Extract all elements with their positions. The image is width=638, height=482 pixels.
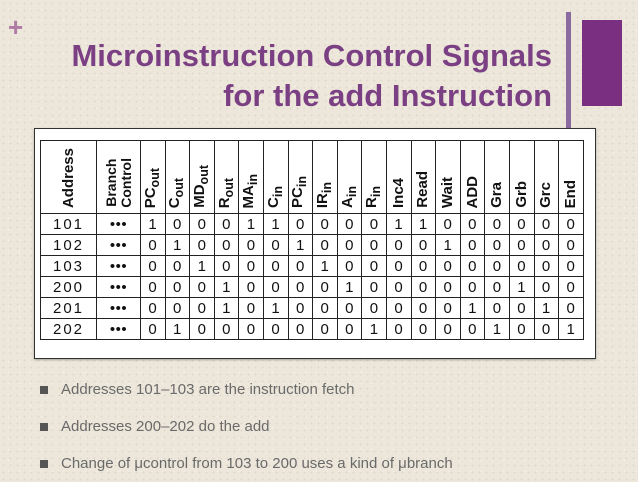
table-row (41, 214, 584, 235)
signal-cell: 0 (165, 277, 190, 298)
signal-cell: 0 (288, 214, 313, 235)
header-cell (411, 141, 436, 214)
signal-cell: 0 (313, 298, 338, 319)
signal-cell: 0 (337, 319, 362, 340)
signal-cell: 0 (263, 319, 288, 340)
header-label: Wait (438, 176, 456, 208)
signal-cell: 0 (534, 235, 559, 256)
signal-cell: 0 (214, 256, 239, 277)
bullet-text: Change of μcontrol from 103 to 200 uses a kind of μbranch (61, 455, 453, 472)
signal-cell: 0 (559, 298, 584, 319)
header-cell (313, 141, 338, 214)
header-label: $R_{out}$ (215, 177, 236, 208)
plus-decoration: + (8, 12, 24, 42)
signal-cell: 0 (559, 277, 584, 298)
header-cell (509, 141, 534, 214)
signal-cell: 0 (436, 298, 461, 319)
header-label: $MA_{in}$ (240, 173, 261, 208)
signal-cell: 0 (288, 298, 313, 319)
signal-cell: 0 (165, 256, 190, 277)
signal-cell: 0 (485, 277, 510, 298)
signal-cell: 1 (165, 319, 190, 340)
table-row (41, 256, 584, 277)
signal-cell: 0 (559, 256, 584, 277)
signal-cell: 0 (337, 298, 362, 319)
branch-control-cell: ••• (97, 256, 141, 277)
signal-cell: 0 (239, 298, 264, 319)
signal-cell: 1 (214, 277, 239, 298)
signal-cell: 0 (559, 235, 584, 256)
address-cell: 201 (41, 298, 97, 319)
signal-cell: 1 (485, 319, 510, 340)
signal-cell: 0 (165, 214, 190, 235)
signal-cell: 0 (534, 256, 559, 277)
signal-cell: 0 (362, 298, 387, 319)
branch-control-cell: ••• (97, 235, 141, 256)
header-label: Grb (512, 181, 530, 208)
header-cell (559, 141, 584, 214)
table-row (41, 298, 584, 319)
signal-cell: 0 (534, 214, 559, 235)
header-cell (386, 141, 411, 214)
header-cell (141, 141, 166, 214)
header-cell (41, 141, 97, 214)
signal-cell: 0 (313, 319, 338, 340)
address-cell: 200 (41, 277, 97, 298)
signal-cell: 0 (214, 235, 239, 256)
header-label: Inc4 (389, 177, 407, 208)
header-cell (263, 141, 288, 214)
signal-cell: 0 (313, 277, 338, 298)
signal-cell: 0 (559, 214, 584, 235)
signal-cell: 0 (362, 277, 387, 298)
signal-cell: 0 (362, 256, 387, 277)
signal-cell: 0 (411, 277, 436, 298)
signal-cell: 0 (436, 277, 461, 298)
signal-cell: 0 (509, 256, 534, 277)
header-cell (436, 141, 461, 214)
signal-cell: 0 (263, 277, 288, 298)
header-label: Gra (488, 182, 506, 208)
accent-bar-thin (566, 12, 571, 128)
signal-cell: 0 (436, 214, 461, 235)
header-label: $R_{in}$ (363, 186, 384, 208)
table-header-row (41, 141, 584, 214)
signal-cell: 0 (313, 235, 338, 256)
signal-cell: 0 (460, 214, 485, 235)
signal-cell: 0 (165, 298, 190, 319)
signal-cell: 0 (239, 319, 264, 340)
signal-cell: 0 (534, 277, 559, 298)
signal-cell: 0 (190, 298, 215, 319)
signal-cell: 1 (436, 235, 461, 256)
bullet-square-icon (40, 386, 48, 394)
slide-title (52, 36, 552, 116)
signal-cell: 1 (534, 298, 559, 319)
signal-cell: 0 (411, 235, 436, 256)
header-cell (534, 141, 559, 214)
signal-cell: 0 (386, 256, 411, 277)
signal-cell: 0 (239, 235, 264, 256)
signal-cell: 1 (460, 298, 485, 319)
signal-cell: 1 (263, 214, 288, 235)
signal-cell: 0 (337, 256, 362, 277)
address-cell: 102 (41, 235, 97, 256)
bullet-item (40, 408, 453, 445)
bullet-item (40, 371, 453, 408)
bullet-item (40, 445, 453, 482)
header-cell (165, 141, 190, 214)
signal-cell: 0 (509, 319, 534, 340)
signal-cell: 0 (460, 319, 485, 340)
header-label: Grc (537, 182, 555, 208)
signal-cell: 0 (411, 298, 436, 319)
bullet-list (40, 371, 453, 482)
header-label: $C_{out}$ (166, 177, 187, 208)
signal-cell: 0 (190, 214, 215, 235)
signal-cell: 0 (239, 256, 264, 277)
signal-cell: 0 (337, 214, 362, 235)
bullet-square-icon (40, 423, 48, 431)
signal-cell: 0 (460, 256, 485, 277)
signal-cell: 0 (141, 235, 166, 256)
signal-cell: 1 (288, 235, 313, 256)
signal-cell: 0 (263, 256, 288, 277)
signal-cell: 0 (190, 277, 215, 298)
signal-cell: 0 (485, 235, 510, 256)
header-cell (190, 141, 215, 214)
signal-cell: 0 (337, 235, 362, 256)
signal-cell: 1 (411, 214, 436, 235)
bullet-square-icon (40, 460, 48, 468)
header-label: Branch Control (102, 158, 134, 208)
bullet-text: Addresses 200–202 do the add (61, 418, 270, 435)
header-cell (288, 141, 313, 214)
signal-cell: 0 (485, 298, 510, 319)
signal-cell: 1 (263, 298, 288, 319)
branch-control-cell: ••• (97, 214, 141, 235)
signal-cell: 0 (362, 214, 387, 235)
header-label: ADD (463, 175, 481, 208)
table-row (41, 319, 584, 340)
signal-cell: 1 (337, 277, 362, 298)
address-cell: 202 (41, 319, 97, 340)
signal-cell: 0 (288, 319, 313, 340)
header-label: $PC_{in}$ (289, 176, 310, 208)
header-label: Address (59, 147, 77, 208)
header-label: $A_{in}$ (338, 186, 359, 208)
header-cell (97, 141, 141, 214)
signal-cell: 1 (386, 214, 411, 235)
signal-cell: 0 (214, 319, 239, 340)
signal-cell: 0 (411, 256, 436, 277)
signal-cell: 1 (239, 214, 264, 235)
signal-cell: 0 (509, 298, 534, 319)
header-cell (485, 141, 510, 214)
signal-cell: 0 (141, 277, 166, 298)
signal-cell: 1 (362, 319, 387, 340)
address-cell: 103 (41, 256, 97, 277)
signal-cell: 0 (509, 235, 534, 256)
signal-cell: 0 (485, 256, 510, 277)
signal-cell: 1 (214, 298, 239, 319)
signal-cell: 0 (386, 319, 411, 340)
signal-cell: 1 (509, 277, 534, 298)
branch-control-cell: ••• (97, 298, 141, 319)
signal-cell: 0 (436, 256, 461, 277)
header-label: Read (414, 171, 432, 208)
signal-cell: 0 (386, 235, 411, 256)
signal-cell: 1 (313, 256, 338, 277)
header-label: $IR_{in}$ (313, 181, 334, 208)
signal-cell: 0 (288, 277, 313, 298)
signal-cell: 0 (386, 298, 411, 319)
signal-cell: 1 (141, 214, 166, 235)
header-cell (214, 141, 239, 214)
header-label: End (561, 179, 579, 208)
address-cell: 101 (41, 214, 97, 235)
branch-control-cell: ••• (97, 277, 141, 298)
header-cell (362, 141, 387, 214)
signal-cell: 0 (485, 214, 510, 235)
signal-cell: 0 (534, 319, 559, 340)
branch-control-cell: ••• (97, 319, 141, 340)
slide-title-line-2: for the add Instruction (223, 78, 552, 113)
signal-cell: 0 (460, 277, 485, 298)
signal-cell: 0 (239, 277, 264, 298)
header-label: $PC_{out}$ (141, 167, 162, 208)
table-row (41, 277, 584, 298)
table-row (41, 235, 584, 256)
header-cell (337, 141, 362, 214)
signal-cell: 0 (411, 319, 436, 340)
signal-cell: 1 (190, 256, 215, 277)
signal-cell: 1 (165, 235, 190, 256)
accent-bar-thick (582, 20, 622, 106)
signal-cell: 0 (141, 298, 166, 319)
signal-cell: 0 (362, 235, 387, 256)
signal-cell: 0 (436, 319, 461, 340)
signal-cell: 0 (313, 214, 338, 235)
signal-cell: 0 (141, 256, 166, 277)
signal-cell: 0 (509, 214, 534, 235)
bullet-text: Addresses 101–103 are the instruction fetch (61, 381, 355, 398)
signal-cell: 1 (559, 319, 584, 340)
signal-cell: 0 (386, 277, 411, 298)
signal-cell: 0 (190, 319, 215, 340)
signal-cell: 0 (288, 256, 313, 277)
signal-cell: 0 (460, 235, 485, 256)
header-label: $MD_{out}$ (190, 165, 211, 208)
slide-title-line-1: Microinstruction Control Signals (71, 38, 552, 73)
signal-cell: 0 (141, 319, 166, 340)
header-cell (239, 141, 264, 214)
signal-cell: 0 (214, 214, 239, 235)
signal-cell: 0 (263, 235, 288, 256)
header-cell (460, 141, 485, 214)
header-label: $C_{in}$ (264, 186, 285, 208)
control-signal-table (40, 140, 584, 340)
signal-cell: 0 (190, 235, 215, 256)
control-signal-table-panel (34, 128, 596, 359)
